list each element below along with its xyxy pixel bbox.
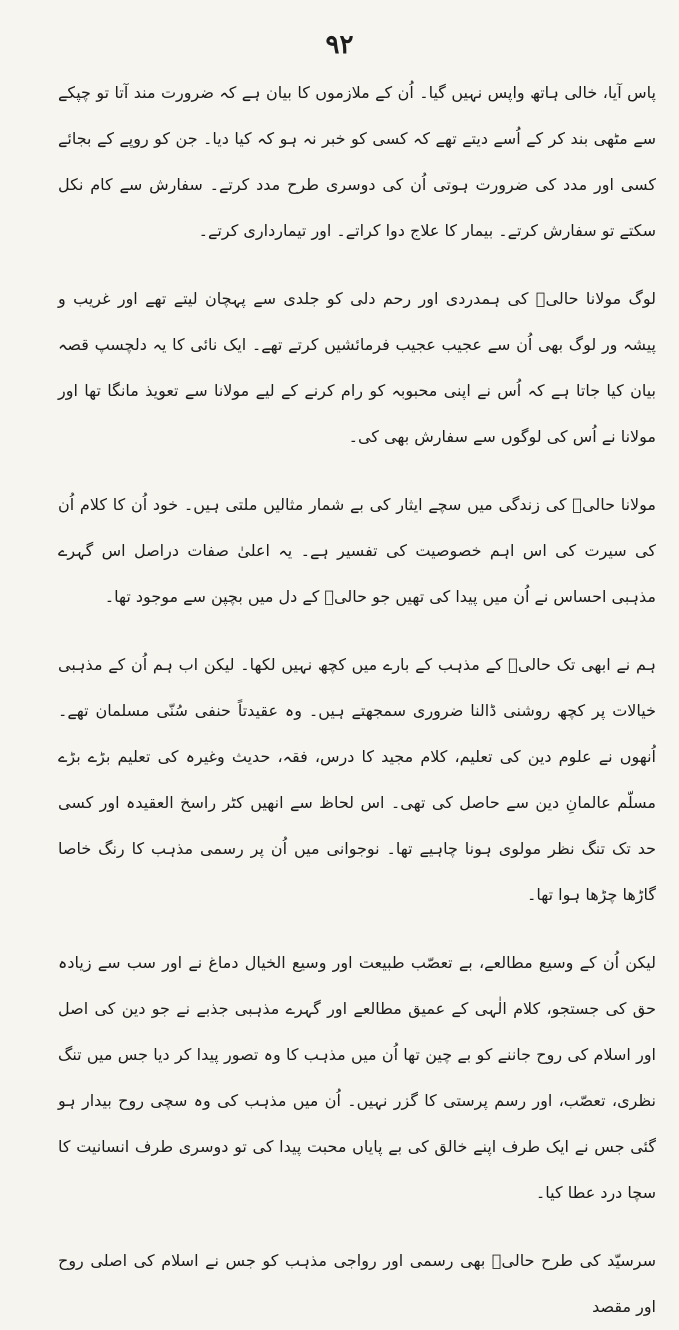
paragraph-3: مولانا حالیؔ کی زندگی میں سچے ایثار کی بے شمار مثالیں ملتی ہیں۔ خود اُن کا کلام اُن کی سیرت کی اس اہم خصوصیت کی تفسیر ہے۔ یہ اعلیٰ صفات دراصل اس گہرے مذہبی احساس نے اُن میں پیدا کی تھیں جو حالیؔ کے دل میں بچپن سے موجود تھا۔ (58, 495, 656, 606)
paragraph-5: لیکن اُن کے وسیع مطالعے، بے تعصّب طبیعت اور وسیع الخیال دماغ نے اور سب سے زیادہ حق کی جستجو، کلام الٰہی کے عمیق مطالعے اور گہرے مذہبی جذبے نے جو دین کی اصل اور اسلام کی روح جاننے کو بے چین تھا اُن میں مذہب کا وہ تصور پیدا کر دیا جس میں تنگ نظری، تعصّب، اور رسم پرستی کا گزر نہیں۔ اُن میں مذہب کی وہ سچی روح بیدار ہو گئی جس نے ایک طرف اپنے خالق کی بے پایاں محبت پیدا کی تو دوسری طرف انسانیت کا سچا درد عطا کیا۔ (58, 953, 656, 1202)
paragraph-2: لوگ مولانا حالیؔ کی ہمدردی اور رحم دلی کو جلدی سے پہچان لیتے تھے اور غریب و پیشہ ور لوگ بھی اُن سے عجیب عجیب فرمائشیں کرتے تھے۔ ایک نائی کا یہ دلچسپ قصہ بیان کیا جاتا ہے کہ اُس نے اپنی محبوبہ کو رام کرنے کے لیے مولانا سے تعویذ مانگا تھا اور مولانا نے اُس کی لوگوں سے سفارش بھی کی۔ (58, 289, 656, 446)
page-body (58, 70, 656, 1330)
paragraph-1: پاس آیا، خالی ہاتھ واپس نہیں گیا۔ اُن کے ملازموں کا بیان ہے کہ ضرورت مند آتا تو چپکے سے مٹھی بند کر کے اُسے دیتے تھے کہ کسی کو خبر نہ ہو کہ کیا دیا۔ جن کو روپے کے بجائے کسی اور مدد کی ضرورت ہوتی اُن کی دوسری طرح مدد کرتے۔ سفارش سے کام نکل سکتے تو سفارش کرتے۔ بیمار کا علاج دوا کراتے۔ اور تیمارداری کرتے۔ (58, 83, 656, 240)
paragraph-6: سرسیّد کی طرح حالیؔ بھی رسمی اور رواجی مذہب کو جس نے اسلام کی اصلی روح اور مقصد (58, 1251, 656, 1316)
page-number: ۹۲ (325, 30, 354, 60)
paragraph-4: ہم نے ابھی تک حالیؔ کے مذہب کے بارے میں کچھ نہیں لکھا۔ لیکن اب ہم اُن کے مذہبی خیالات پر کچھ روشنی ڈالنا ضروری سمجھتے ہیں۔ وہ عقیدتاً حنفی سُنّی مسلمان تھے۔ اُنھوں نے علوم دین کی تعلیم، کلام مجید کا درس، فقہ، حدیث وغیرہ کی تعلیم بڑے بڑے مسلّم عالمانِ دین سے حاصل کی تھی۔ اس لحاظ سے انھیں کٹر راسخ العقیدہ اور کسی حد تک تنگ نظر مولوی ہونا چاہیے تھا۔ نوجوانی میں اُن پر رسمی مذہب کا رنگ خاصا گاڑھا چڑھا ہوا تھا۔ (58, 655, 656, 904)
